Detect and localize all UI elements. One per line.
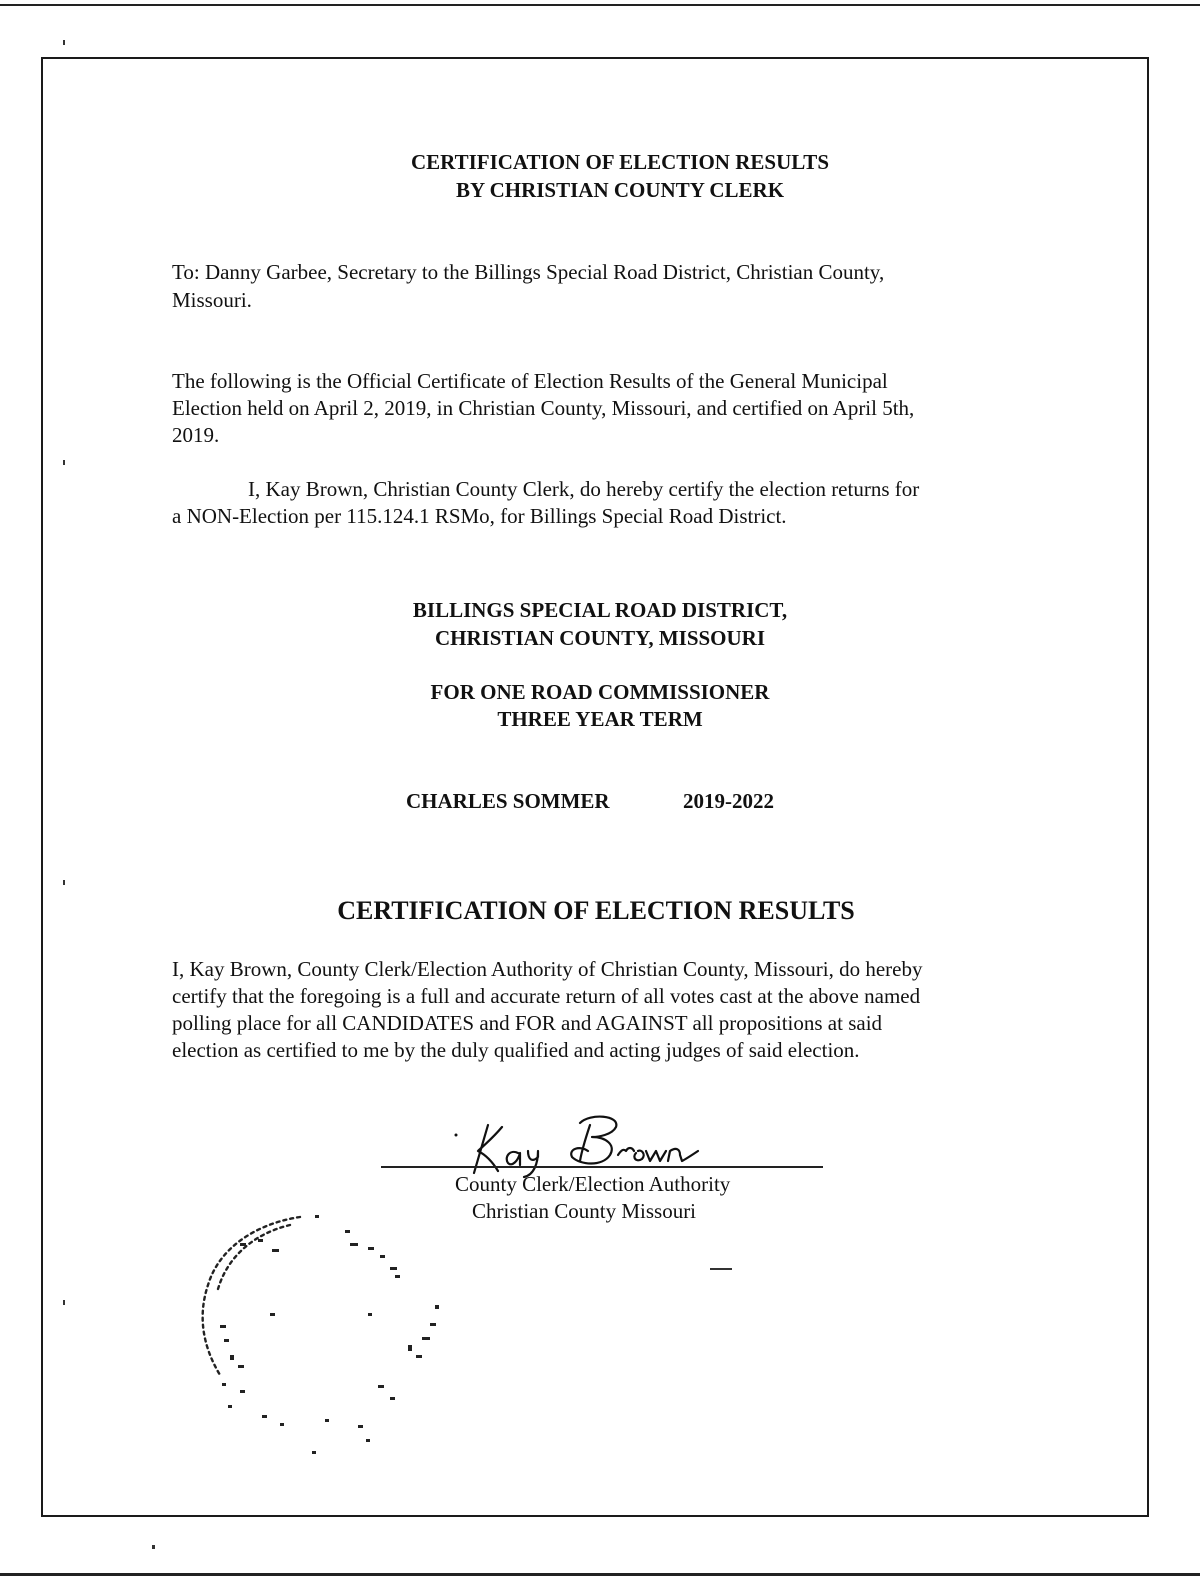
scan-edge-bottom <box>0 1573 1200 1576</box>
header-title-line2: BY CHRISTIAN COUNTY CLERK <box>455 178 785 202</box>
signature-caption-line2: Christian County Missouri <box>472 1199 697 1223</box>
certification-line2: certify that the foregoing is a full and accurate return of all votes cast at the above named <box>172 984 921 1008</box>
addressee-line2: Missouri. <box>172 288 252 312</box>
certification-title: CERTIFICATION OF ELECTION RESULTS <box>337 896 855 925</box>
margin-mark <box>63 460 65 465</box>
district-line2: CHRISTIAN COUNTY, MISSOURI <box>434 626 766 650</box>
stray-mark <box>710 1268 732 1270</box>
margin-mark <box>63 1300 65 1305</box>
margin-mark <box>63 40 65 45</box>
signature-line <box>381 1166 823 1168</box>
header-title-line1: CERTIFICATION OF ELECTION RESULTS <box>410 150 829 174</box>
certify-line1: I, Kay Brown, Christian County Clerk, do hereby certify the election returns for <box>248 477 920 501</box>
winner-name: CHARLES SOMMER <box>406 789 610 813</box>
intro-line2: Election held on April 2, 2019, in Christian County, Missouri, and certified on April 5th, <box>172 396 915 420</box>
intro-line3: 2019. <box>172 423 220 447</box>
winner-term: 2019-2022 <box>683 789 774 813</box>
embossed-seal-icon <box>180 1205 460 1465</box>
handwritten-signature-icon <box>440 1105 740 1180</box>
office-line2: THREE YEAR TERM <box>497 707 703 731</box>
margin-mark <box>63 880 65 885</box>
office-line1: FOR ONE ROAD COMMISSIONER <box>430 680 770 704</box>
scan-edge-top <box>0 4 1200 6</box>
margin-mark <box>152 1545 155 1549</box>
district-line1: BILLINGS SPECIAL ROAD DISTRICT, <box>412 598 788 622</box>
certify-line2: a NON-Election per 115.124.1 RSMo, for Billings Special Road District. <box>172 504 787 528</box>
intro-line1: The following is the Official Certificate of Election Results of the General Municipal <box>172 369 888 393</box>
signature-caption-line1: County Clerk/Election Authority <box>455 1172 731 1196</box>
addressee-line1: To: Danny Garbee, Secretary to the Billings Special Road District, Christian County, <box>172 260 885 284</box>
certification-line1: I, Kay Brown, County Clerk/Election Authority of Christian County, Missouri, do hereby <box>172 957 923 981</box>
certification-line3: polling place for all CANDIDATES and FOR and AGAINST all propositions at said <box>172 1011 883 1035</box>
certification-line4: election as certified to me by the duly qualified and acting judges of said election. <box>172 1038 860 1062</box>
